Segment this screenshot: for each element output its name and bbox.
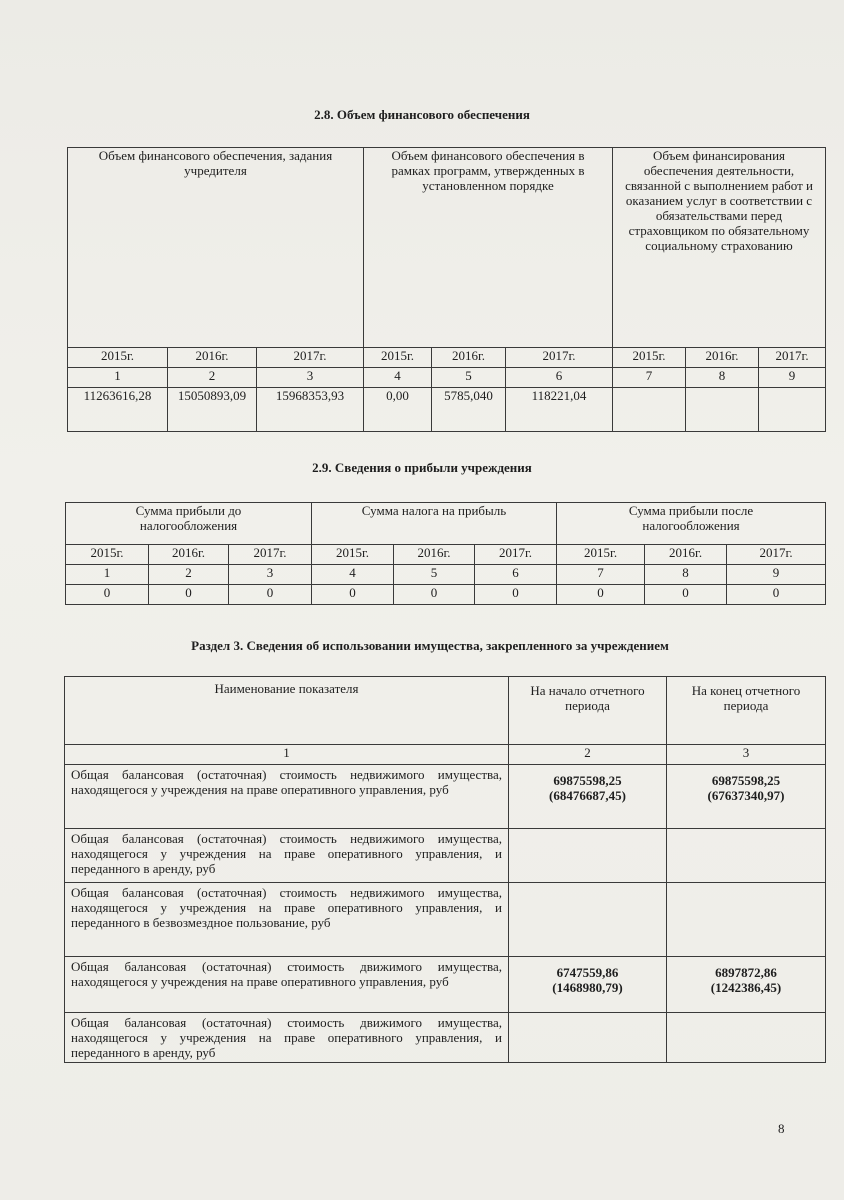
property-row-name: Общая балансовая (остаточная) стоимость недвижимого имущества, находящегося у учреждения на праве оперативного управления, руб bbox=[65, 765, 509, 829]
financing-value-cell: 5785,040 bbox=[432, 388, 506, 432]
profit-col-num: 3 bbox=[229, 565, 312, 585]
property-row-start-value: 6747559,86 (1468980,79) bbox=[509, 957, 667, 1013]
profit-table bbox=[65, 502, 826, 605]
property-row-name: Общая балансовая (остаточная) стоимость недвижимого имущества, находящегося у учреждения на праве оперативного управления, и переданного в аренду, руб bbox=[65, 829, 509, 883]
financing-value-cell bbox=[759, 388, 826, 432]
financing-value-cell: 11263616,28 bbox=[68, 388, 168, 432]
financing-col-num: 6 bbox=[506, 368, 613, 388]
profit-year-cell: 2017г. bbox=[475, 545, 557, 565]
page-number: 8 bbox=[778, 1121, 785, 1136]
property-header-start: На начало отчетного периода bbox=[509, 677, 667, 745]
financing-value-cell bbox=[686, 388, 759, 432]
financing-col-num: 2 bbox=[168, 368, 257, 388]
financing-year-cell: 2017г. bbox=[257, 348, 364, 368]
property-row-start-value: 69875598,25 (68476687,45) bbox=[509, 765, 667, 829]
property-col-num: 3 bbox=[667, 745, 826, 765]
profit-col-num: 2 bbox=[149, 565, 229, 585]
section-3-title: Раздел 3. Сведения об использовании имущества, закрепленного за учреждением bbox=[191, 638, 669, 653]
section-2-9-title: 2.9. Сведения о прибыли учреждения bbox=[312, 460, 532, 475]
financing-col-num: 1 bbox=[68, 368, 168, 388]
profit-group-header: Сумма налога на прибыль bbox=[312, 503, 557, 545]
profit-col-num: 1 bbox=[66, 565, 149, 585]
profit-value-cell: 0 bbox=[475, 585, 557, 605]
profit-group-header: Сумма прибыли после налогообложения bbox=[557, 503, 826, 545]
profit-value-cell: 0 bbox=[727, 585, 826, 605]
financing-group-header: Объем финансового обеспечения, задания учредителя bbox=[68, 148, 364, 348]
financing-year-cell: 2015г. bbox=[68, 348, 168, 368]
financing-value-cell: 15050893,09 bbox=[168, 388, 257, 432]
financing-year-cell: 2016г. bbox=[432, 348, 506, 368]
financing-value-cell: 15968353,93 bbox=[257, 388, 364, 432]
profit-value-cell: 0 bbox=[557, 585, 645, 605]
financing-group-header: Объем финансового обеспечения в рамках программ, утвержденных в установленном порядке bbox=[364, 148, 613, 348]
financing-col-num: 7 bbox=[613, 368, 686, 388]
financing-year-cell: 2017г. bbox=[759, 348, 826, 368]
financing-value-cell bbox=[613, 388, 686, 432]
profit-col-num: 5 bbox=[394, 565, 475, 585]
profit-col-num: 7 bbox=[557, 565, 645, 585]
profit-col-num: 9 bbox=[727, 565, 826, 585]
profit-col-num: 6 bbox=[475, 565, 557, 585]
property-row-name: Общая балансовая (остаточная) стоимость движимого имущества, находящегося у учреждения на праве оперативного управления, и переданного в аренду, руб bbox=[65, 1013, 509, 1063]
property-col-num: 1 bbox=[65, 745, 509, 765]
financing-year-cell: 2015г. bbox=[613, 348, 686, 368]
financing-col-num: 5 bbox=[432, 368, 506, 388]
financing-year-cell: 2015г. bbox=[364, 348, 432, 368]
property-table bbox=[64, 676, 826, 1063]
profit-col-num: 8 bbox=[645, 565, 727, 585]
profit-year-cell: 2016г. bbox=[645, 545, 727, 565]
financing-value-cell: 118221,04 bbox=[506, 388, 613, 432]
property-row-end-value bbox=[667, 829, 826, 883]
profit-year-cell: 2017г. bbox=[229, 545, 312, 565]
property-row-end-value bbox=[667, 883, 826, 957]
profit-col-num: 4 bbox=[312, 565, 394, 585]
property-col-num: 2 bbox=[509, 745, 667, 765]
property-row bbox=[65, 829, 826, 883]
profit-year-cell: 2015г. bbox=[557, 545, 645, 565]
profit-year-cell: 2015г. bbox=[66, 545, 149, 565]
property-row-end-value bbox=[667, 1013, 826, 1063]
financing-col-num: 4 bbox=[364, 368, 432, 388]
financing-year-cell: 2016г. bbox=[168, 348, 257, 368]
profit-year-cell: 2015г. bbox=[312, 545, 394, 565]
profit-value-cell: 0 bbox=[149, 585, 229, 605]
property-row bbox=[65, 1013, 826, 1063]
property-row-start-value bbox=[509, 829, 667, 883]
property-row-name: Общая балансовая (остаточная) стоимость недвижимого имущества, находящегося у учреждения на праве оперативного управления, и переданного в безвозмездное пользование, руб bbox=[65, 883, 509, 957]
profit-value-cell: 0 bbox=[394, 585, 475, 605]
profit-value-cell: 0 bbox=[312, 585, 394, 605]
property-header-name: Наименование показателя bbox=[65, 677, 509, 745]
profit-value-cell: 0 bbox=[66, 585, 149, 605]
property-row-name: Общая балансовая (остаточная) стоимость движимого имущества, находящегося у учреждения на праве оперативного управления, руб bbox=[65, 957, 509, 1013]
financing-col-num: 8 bbox=[686, 368, 759, 388]
financing-col-num: 3 bbox=[257, 368, 364, 388]
profit-value-cell: 0 bbox=[645, 585, 727, 605]
property-row bbox=[65, 957, 826, 1013]
financing-col-num: 9 bbox=[759, 368, 826, 388]
property-row-end-value: 6897872,86 (1242386,45) bbox=[667, 957, 826, 1013]
financing-value-cell: 0,00 bbox=[364, 388, 432, 432]
profit-value-cell: 0 bbox=[229, 585, 312, 605]
financing-year-cell: 2016г. bbox=[686, 348, 759, 368]
financing-table bbox=[67, 147, 826, 432]
property-row-start-value bbox=[509, 883, 667, 957]
property-row-end-value: 69875598,25 (67637340,97) bbox=[667, 765, 826, 829]
financing-group-header: Объем финансирования обеспечения деятельности, связанной с выполнением работ и оказанием услуг в соответствии с обязательствами перед страховщиком по обязательному социальному страхованию bbox=[613, 148, 826, 348]
property-row bbox=[65, 765, 826, 829]
profit-year-cell: 2017г. bbox=[727, 545, 826, 565]
section-2-8-title: 2.8. Объем финансового обеспечения bbox=[314, 107, 530, 122]
profit-year-cell: 2016г. bbox=[149, 545, 229, 565]
property-row-start-value bbox=[509, 1013, 667, 1063]
property-row bbox=[65, 883, 826, 957]
profit-year-cell: 2016г. bbox=[394, 545, 475, 565]
financing-year-cell: 2017г. bbox=[506, 348, 613, 368]
profit-group-header: Сумма прибыли до налогообложения bbox=[66, 503, 312, 545]
property-header-end: На конец отчетного периода bbox=[667, 677, 826, 745]
